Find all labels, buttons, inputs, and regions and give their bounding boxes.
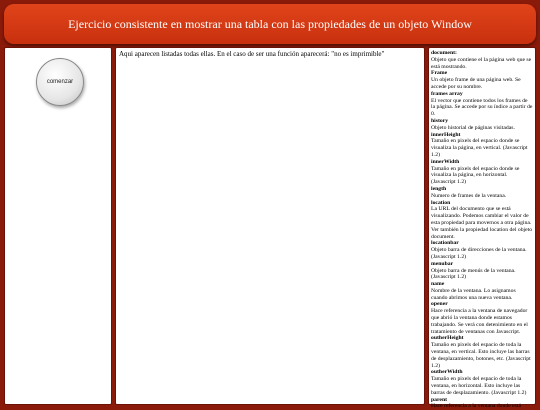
property-item — [431, 118, 533, 132]
property-description: Tamaño en pixels del espacio donde se visualiza la página, en vertical. (Javascript 1.2) — [431, 138, 528, 158]
property-name: Frame — [431, 70, 448, 77]
property-description: Objeto historial de páginas visitadas. — [431, 124, 515, 131]
property-description: Hace referencia a la ventana de navegador que abrió la ventana donde estamos trabajando. Se verá con detenimiento en el tratamiento de ventanas con Javascript. — [431, 308, 528, 335]
property-item — [431, 335, 533, 369]
property-item — [431, 70, 533, 90]
property-name: opener — [431, 301, 448, 308]
property-name: outherWidth — [431, 369, 463, 376]
property-description: Objeto barra de menús de la ventana. (Javascript 1.2) — [431, 267, 516, 281]
property-item — [431, 132, 533, 159]
property-name: location — [431, 199, 451, 206]
property-item — [431, 186, 533, 200]
start-button-label: comenzar — [46, 79, 74, 85]
property-item — [431, 301, 533, 335]
property-item — [431, 50, 533, 70]
start-button[interactable] — [36, 58, 84, 106]
property-description: Nombre de la ventana. Lo asignamos cuando abrimos una nueva ventana. — [431, 287, 516, 301]
property-name: name — [431, 281, 445, 288]
property-name: innerWidth — [431, 158, 460, 165]
property-item — [431, 369, 533, 396]
property-description: Objeto barra de direcciones de la ventana. (Javascript 1.2) — [431, 247, 527, 260]
property-description: Objeto que contiene el la página web que se está mostrando. — [431, 56, 532, 70]
properties-list — [431, 50, 533, 410]
property-name: menubar — [431, 260, 454, 267]
property-description: Numero de frames de la ventana. — [431, 192, 507, 199]
property-name: innerHeight — [431, 131, 461, 138]
property-name: parent — [431, 396, 448, 403]
property-name: locationbar — [431, 240, 459, 247]
property-item — [431, 91, 533, 118]
property-name: length — [431, 185, 447, 192]
property-item — [431, 397, 533, 410]
page-header — [4, 4, 536, 44]
property-name: history — [431, 117, 449, 124]
property-description: El vector que contiene todos los frames de la página. Se accede por su índice a partir de 0. — [431, 97, 533, 118]
property-item — [431, 261, 533, 281]
property-item — [431, 159, 533, 186]
property-item — [431, 200, 533, 241]
page-title: Ejercicio consistente en mostrar una tabla con las propiedades de un objeto Window — [68, 16, 472, 31]
property-description: Hace referencia a la ventana donde está — [431, 403, 521, 410]
intro-text: Aqui aparecen listadas todas ellas. En el caso de ser una función aparecerá: "no es imprimible" — [119, 50, 385, 58]
property-description: Tamaño en pixels del espacio de toda la ventana, en vertical. Esto incluye las barras de desplazamiento, botones, etc. (Javascript 1.2) — [431, 342, 531, 369]
middle-panel — [115, 47, 425, 405]
property-description: Tamaño en pixels del espacio de toda la ventana, en horizontal. Esto incluye las barras de desplazamiento. (Javascript 1.2) — [431, 376, 527, 396]
property-item — [431, 281, 533, 301]
property-name: outherHeight — [431, 335, 464, 342]
property-description: Un objeto frame de una página web. Se accede por su nombre. — [431, 77, 521, 90]
property-description: Tamaño en pixels del espacio donde se visualiza la página, en horizontal. (Javascript 1.2) — [431, 165, 520, 186]
property-description: La URL del documento que se está visualizando. Podemos cambiar el valor de esta propiedad para movernos a otra página. Ver también la propiedad location del objeto document. — [431, 206, 533, 240]
property-name: document: — [431, 50, 457, 56]
left-panel — [4, 47, 112, 405]
property-name: frames array — [431, 90, 463, 97]
property-item — [431, 240, 533, 260]
properties-panel — [428, 47, 536, 410]
